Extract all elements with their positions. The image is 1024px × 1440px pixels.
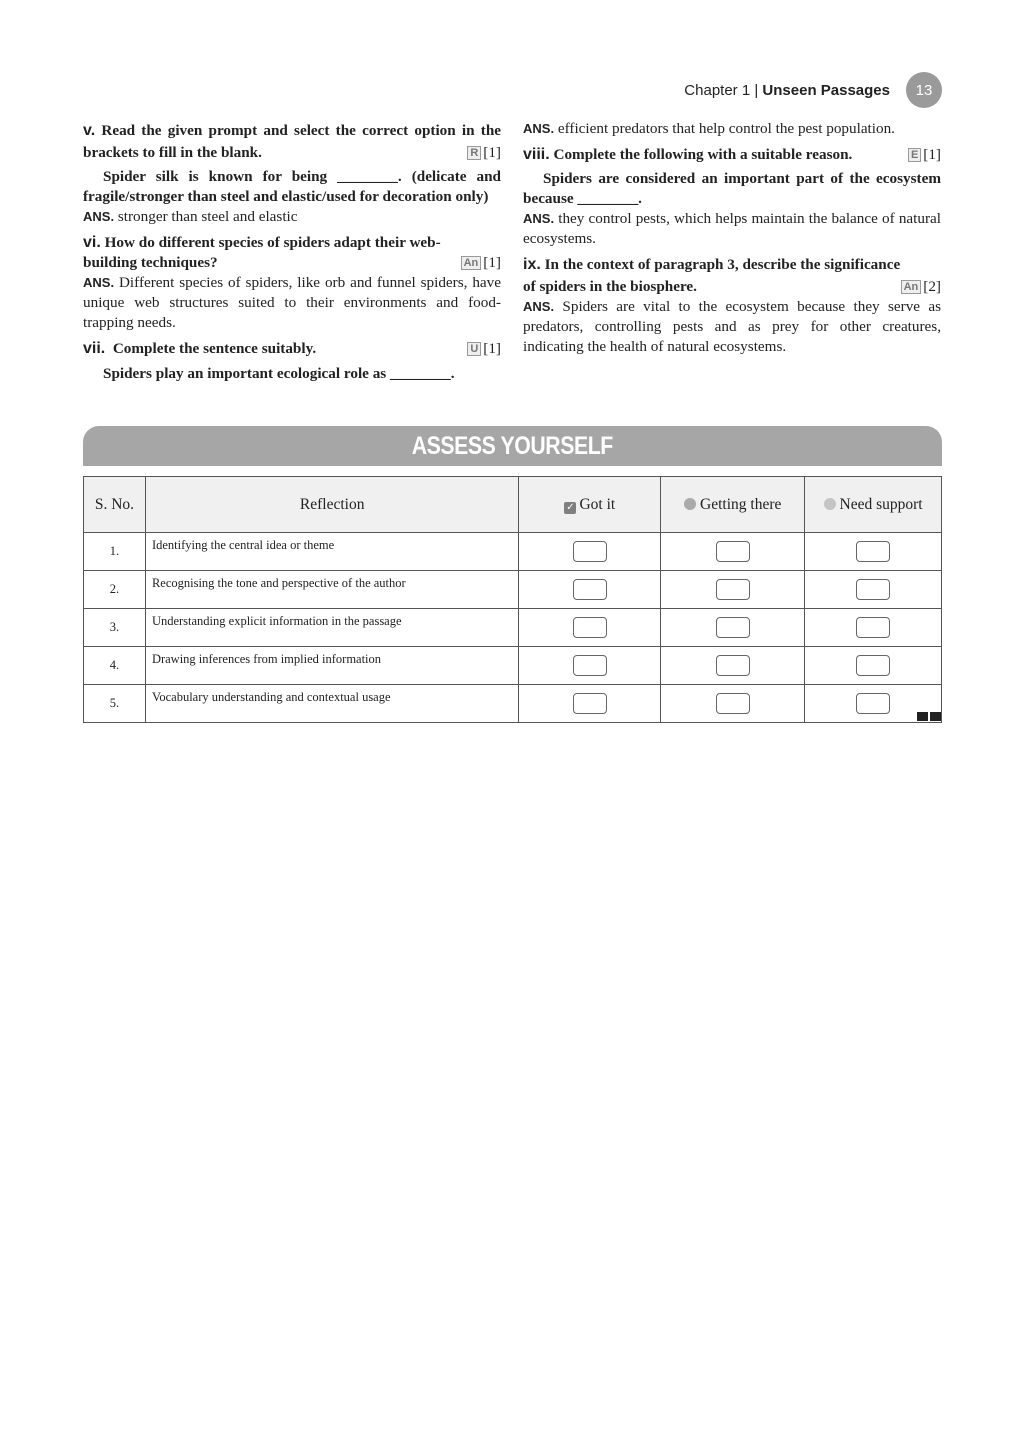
got-it-cell: [519, 571, 661, 609]
answer: [523, 209, 941, 249]
got-it-checkbox[interactable]: [573, 655, 607, 676]
answer: [83, 273, 501, 333]
u-level-icon: U: [467, 342, 481, 356]
header-separator: |: [754, 81, 759, 99]
question-vi: [83, 233, 501, 333]
question-text: How do different species of spiders adapt their web-: [104, 234, 441, 251]
answer-label: ANS.: [523, 211, 555, 226]
question-prompt: Spiders are considered an important part of the ecosystem because ________.: [523, 170, 941, 207]
got-it-cell: [519, 609, 661, 647]
question-number: vi.: [83, 234, 101, 251]
question-prompt: Spider silk is known for being ________. (delicate and fragile/stronger than steel and elastic/used for decoration only): [83, 168, 501, 205]
page-header: [684, 70, 942, 110]
row-sno: 2.: [84, 571, 146, 609]
getting-there-checkbox[interactable]: [716, 541, 750, 562]
col-header-got-it: [519, 477, 661, 533]
end-square: [917, 712, 928, 721]
answer-label: ANS.: [523, 299, 555, 314]
need-support-cell: [805, 533, 942, 571]
col-header-need-support: [805, 477, 942, 533]
getting-there-checkbox[interactable]: [716, 579, 750, 600]
getting-there-cell: [661, 647, 805, 685]
answer-text: Spiders are vital to the ecosystem because they serve as predators, controlling pests and as prey for other creatures, indicating the health of natural ecosystems.: [523, 298, 942, 355]
row-reflection: Drawing inferences from implied information: [145, 647, 519, 685]
got-it-cell: [519, 685, 661, 723]
got-it-cell: [519, 647, 661, 685]
question-text: In the context of paragraph 3, describe the significance: [544, 256, 901, 273]
assess-yourself-banner: [83, 426, 942, 466]
got-it-cell: [519, 533, 661, 571]
question-text: Complete the sentence suitably.: [112, 340, 317, 357]
table-row: [84, 685, 942, 723]
marks-label: [1]: [483, 144, 501, 161]
row-sno: 1.: [84, 533, 146, 571]
need-support-label: Need support: [839, 495, 923, 513]
getting-there-cell: [661, 685, 805, 723]
col-header-getting-there: [661, 477, 805, 533]
need-support-cell: [805, 571, 942, 609]
answer-text: Different species of spiders, like orb and funnel spiders, have unique web structures suited to their environments and food-trapping needs.: [83, 274, 502, 331]
getting-there-cell: [661, 609, 805, 647]
marks-label: [1]: [483, 254, 501, 271]
assessment-table: [83, 476, 942, 723]
question-vii: [83, 339, 501, 384]
answer-text: efficient predators that help control the pest population.: [557, 120, 895, 137]
question-text: Read the given prompt and select the correct option in the brackets to fill in the blank.: [83, 122, 502, 161]
getting-there-label: Getting there: [700, 495, 782, 513]
col-header-reflection: Reflection: [145, 477, 519, 533]
question-number: vii.: [83, 340, 106, 357]
table-row: [84, 571, 942, 609]
row-reflection: Recognising the tone and perspective of the author: [145, 571, 519, 609]
need-support-checkbox[interactable]: [856, 541, 890, 562]
question-number: viii.: [523, 146, 550, 163]
end-square: [930, 712, 941, 721]
chapter-number: Chapter 1: [684, 81, 751, 99]
got-it-checkbox[interactable]: [573, 579, 607, 600]
getting-there-checkbox[interactable]: [716, 693, 750, 714]
question-number: v.: [83, 122, 96, 139]
section-title: Unseen Passages: [762, 81, 890, 99]
chapter-label: [684, 82, 890, 99]
question-prompt: Spiders play an important ecological role as ________.: [103, 365, 455, 382]
circle-icon: [824, 498, 836, 510]
answer-label: ANS.: [83, 275, 115, 290]
answer-text: they control pests, which helps maintain the balance of natural ecosystems.: [523, 210, 941, 247]
marks-label: [2]: [923, 278, 941, 295]
getting-there-checkbox[interactable]: [716, 617, 750, 638]
question-text: Complete the following with a suitable reason.: [553, 146, 853, 163]
got-it-checkbox[interactable]: [573, 693, 607, 714]
got-it-checkbox[interactable]: [573, 541, 607, 562]
question-ix: [523, 255, 941, 357]
need-support-checkbox[interactable]: [856, 655, 890, 676]
row-reflection: Identifying the central idea or theme: [145, 533, 519, 571]
answer-label: ANS.: [523, 121, 555, 136]
table-header-row: [84, 477, 942, 533]
row-reflection: Vocabulary understanding and contextual usage: [145, 685, 519, 723]
an-level-icon: An: [901, 280, 922, 294]
got-it-label: Got it: [579, 495, 616, 513]
answer: [523, 297, 941, 357]
left-column: [83, 120, 501, 390]
question-text-continued: building techniques?: [83, 254, 218, 271]
row-sno: 4.: [84, 647, 146, 685]
getting-there-cell: [661, 571, 805, 609]
circle-icon: [684, 498, 696, 510]
getting-there-cell: [661, 533, 805, 571]
table-row: [84, 647, 942, 685]
table-row: [84, 533, 942, 571]
need-support-checkbox[interactable]: [856, 693, 890, 714]
checkmark-icon: ✓: [566, 501, 575, 513]
question-viii: [523, 145, 941, 249]
getting-there-checkbox[interactable]: [716, 655, 750, 676]
table-row: [84, 609, 942, 647]
need-support-cell: [805, 647, 942, 685]
right-column: [523, 119, 941, 363]
answer-label: ANS.: [83, 209, 115, 224]
answer: [83, 207, 501, 227]
question-v: [83, 120, 501, 227]
got-it-checkbox[interactable]: [573, 617, 607, 638]
question-text-continued: of spiders in the biosphere.: [523, 278, 697, 295]
marks-label: [1]: [483, 340, 501, 357]
row-sno: 3.: [84, 609, 146, 647]
marks-label: [1]: [923, 146, 941, 163]
question-vii-answer: [523, 119, 941, 139]
row-reflection: Understanding explicit information in the passage: [145, 609, 519, 647]
need-support-checkbox[interactable]: [856, 579, 890, 600]
e-level-icon: E: [908, 148, 921, 162]
banner-title: ASSESS YOURSELF: [411, 431, 614, 460]
need-support-cell: [805, 609, 942, 647]
col-header-sno: S. No.: [84, 477, 146, 533]
row-sno: 5.: [84, 685, 146, 723]
answer-text: stronger than steel and elastic: [117, 208, 298, 225]
question-number: ix.: [523, 256, 541, 273]
r-level-icon: R: [467, 146, 481, 160]
an-level-icon: An: [461, 256, 482, 270]
need-support-checkbox[interactable]: [856, 617, 890, 638]
end-of-section-mark: [917, 712, 941, 721]
page-number-badge: 13: [906, 72, 942, 108]
